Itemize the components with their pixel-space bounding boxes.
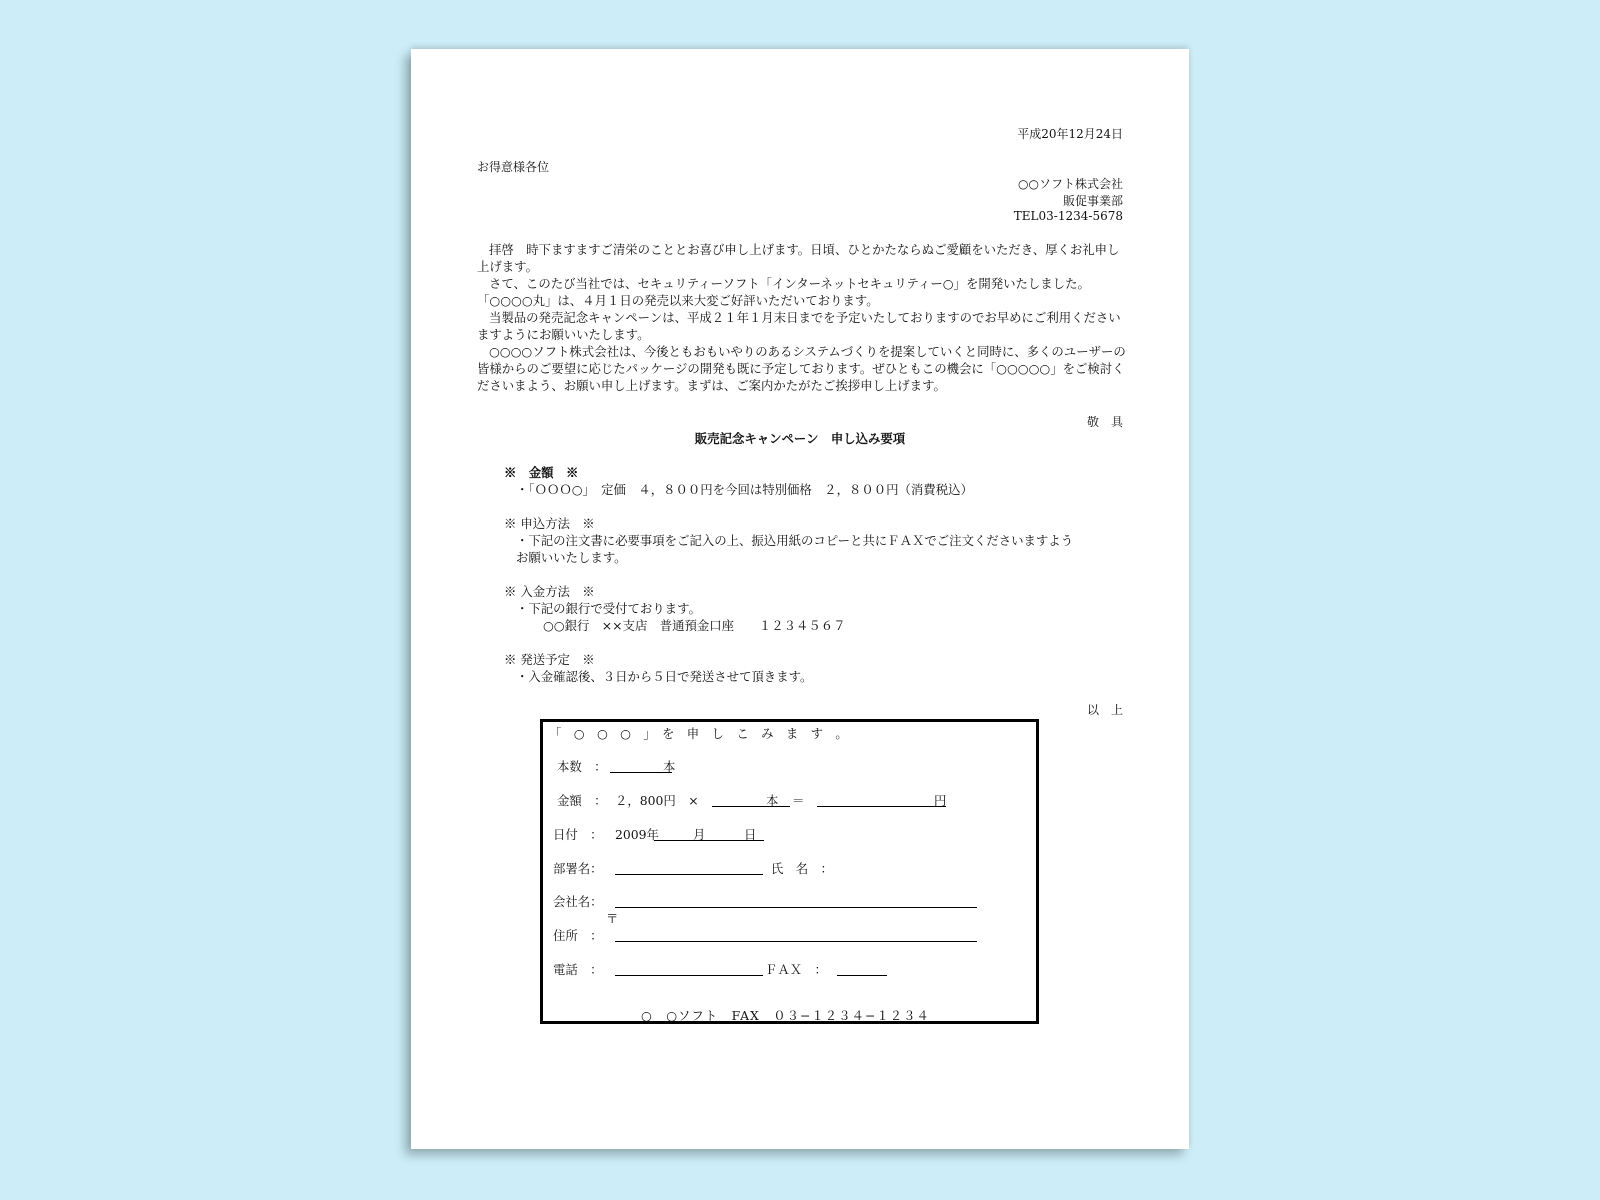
amount-yen: 円: [934, 793, 947, 808]
bank-account: ○○銀行 ××支店 普通預金口座 １２３４５６７: [543, 618, 846, 633]
dept-field[interactable]: [615, 874, 763, 875]
sender-tel: TEL03-1234-5678: [1013, 209, 1123, 223]
fax-label: ＦＡＸ ：: [765, 962, 827, 977]
qty-label: 本数 ：: [557, 759, 607, 774]
recipient: お得意様各位: [477, 160, 550, 174]
phone-label: 電話 ：: [553, 962, 603, 977]
amount-label: 金額 ：: [557, 793, 607, 808]
section-heading: ※ 申込方法 ※: [504, 516, 595, 531]
address-field[interactable]: [615, 941, 977, 942]
address-label: 住所 ：: [553, 928, 603, 943]
section-heading: ※ 入金方法 ※: [504, 584, 595, 599]
sender-company: ○○ソフト株式会社: [1018, 177, 1123, 191]
phone-field[interactable]: [615, 975, 763, 976]
amount-price: ２，800円 ×: [615, 793, 699, 808]
sender-department: 販促事業部: [1062, 194, 1123, 208]
body-paragraph: 当製品の発売記念キャンペーンは、平成２１年１月末日までを予定いたしておりますのでお早めにご利用くださいますようにお願いいたします。: [477, 310, 1121, 342]
section-line: ・下記の注文書に必要事項をご記入の上、振込用紙のコピーと共にＦＡＸでご注文くださいますよう: [516, 533, 1074, 548]
amount-total-field[interactable]: [817, 806, 946, 807]
order-form: [540, 719, 1039, 1024]
company-label: 会社名：: [553, 894, 603, 909]
section-line: ・下記の銀行で受付ております。: [516, 601, 701, 616]
date-day: 日: [744, 827, 757, 842]
body-paragraph: 拝啓 時下ますますご清栄のこととお喜び申し上げます。日頃、ひとかたならぬご愛顧をいただき、厚くお礼申し上げます。: [477, 242, 1120, 274]
name-label: 氏 名 ：: [771, 861, 833, 876]
body-paragraph: ○○○○ソフト株式会社は、今後ともおもいやりのあるシステムづくりを提案していくと同時に、多くのユーザーの皆様からのご要望に応じたパッケージの開発も既に予定しております。ぜひともこの機会に「○○○○○」をご検討くださいまよう、お願い申し上げます。まずは、ご案内かたがたご挨拶申し上げます。: [477, 344, 1126, 393]
body-paragraph: さて、このたび当社では、セキュリティーソフト「インターネットセキュリティー○」を開発いたしました。「○○○○丸」は、４月１日の発売以来大変ご好評いただいております。: [477, 276, 1090, 308]
section-heading: ※ 発送予定 ※: [504, 652, 595, 667]
dept-label: 部署名：: [553, 861, 603, 876]
fax-field[interactable]: [837, 975, 887, 976]
form-title: 「 ○ ○ ○ 」 を 申 し こ み ま す 。: [549, 726, 848, 741]
postal-mark: 〒: [606, 911, 619, 926]
form-footer: ○ ○ソフト FAX ０３−１２３４−１２３４: [641, 1008, 930, 1023]
end-mark: 以 上: [1086, 703, 1123, 717]
letter-body: [477, 241, 1127, 394]
date-year: 2009年: [615, 827, 659, 842]
qty-unit: 本: [663, 759, 676, 774]
section-line: ・入金確認後、３日から５日で発送させて頂きます。: [516, 669, 813, 684]
section-line: お願いいたします。: [516, 550, 627, 565]
company-field[interactable]: [615, 907, 977, 908]
section-heading: ※ 金額 ※: [504, 465, 579, 480]
closing: 敬 具: [1086, 415, 1123, 429]
date-label: 日付 ：: [553, 827, 603, 842]
amount-unit: 本: [766, 793, 779, 808]
document-page: [411, 49, 1189, 1149]
amount-equals: ＝: [792, 793, 805, 808]
campaign-title: 販売記念キャンペーン 申し込み要項: [694, 431, 906, 446]
date-month: 月: [693, 827, 706, 842]
letter-date: 平成20年12月24日: [1017, 127, 1123, 141]
section-line: ・「ＯＯＯ○」 定価 ４，８００円を今回は特別価格 ２，８００円（消費税込）: [516, 482, 973, 497]
